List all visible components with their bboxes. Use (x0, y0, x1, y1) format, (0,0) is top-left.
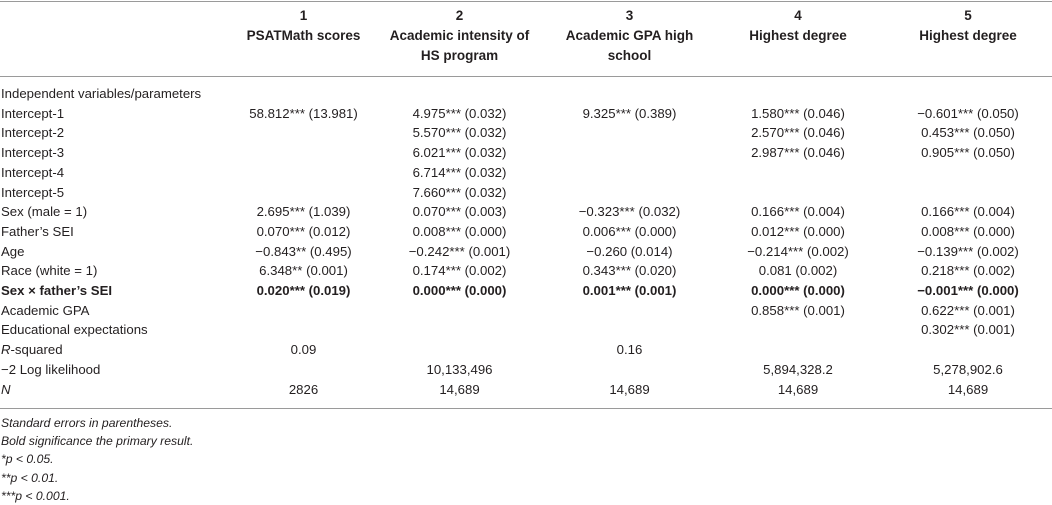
table-row (0, 163, 1052, 183)
table-cell: 2.570*** (0.046) (751, 125, 845, 141)
row-label: Academic GPA (1, 302, 90, 318)
table-row (0, 261, 1052, 281)
column-number: 2 (455, 8, 464, 23)
table-cell: 0.000*** (0.000) (751, 283, 845, 299)
table-cell (712, 320, 884, 340)
table-cell: 14,689 (439, 381, 480, 397)
table-cell: 4.975*** (0.032) (412, 105, 507, 121)
table-cell: 9.325*** (0.389) (582, 105, 677, 121)
column-header (884, 0, 1052, 76)
table-cell: 0.081 (0.002) (758, 263, 838, 279)
table-row (0, 320, 1052, 340)
column-header (547, 0, 712, 76)
note-line: *p < 0.05. (1, 452, 54, 467)
table-row (0, 104, 1052, 124)
table-cell (235, 360, 372, 380)
table-row (0, 301, 1052, 321)
table-cell: 5,278,902.6 (933, 361, 1003, 377)
table-cell (235, 183, 372, 203)
table-cell: 5.570*** (0.032) (412, 125, 507, 141)
table-cell: 0.006*** (0.000) (582, 223, 677, 239)
table-cell: 14,689 (609, 381, 650, 397)
table-cell: −0.001*** (0.000) (917, 283, 1019, 299)
table-cell: 0.166*** (0.004) (921, 204, 1015, 220)
table-cell (712, 183, 884, 203)
note-line: Bold significance the primary result. (1, 434, 194, 449)
table-row (0, 222, 1052, 242)
table-cell: 0.858*** (0.001) (751, 302, 845, 318)
table-cell (547, 143, 712, 163)
table-cell (712, 163, 884, 183)
table-cell: 0.000*** (0.000) (412, 283, 507, 299)
row-label: Father’s SEI (1, 223, 74, 239)
table-cell: 0.012*** (0.000) (751, 223, 845, 239)
row-label: Intercept-5 (1, 184, 65, 200)
table-cell: 0.622*** (0.001) (921, 302, 1015, 318)
table-row (0, 380, 1052, 400)
table-header (0, 0, 1052, 76)
table-cell: 0.020*** (0.019) (256, 283, 351, 299)
table-cell: 5,894,328.2 (763, 361, 833, 377)
column-number: 4 (794, 8, 802, 23)
table-cell (712, 340, 884, 360)
table-cell (547, 163, 712, 183)
table-cell: −0.214*** (0.002) (747, 243, 849, 259)
table-cell (235, 123, 372, 143)
table-cell (884, 183, 1052, 203)
table-row (0, 360, 1052, 380)
column-header (712, 0, 884, 76)
table-cell: 14,689 (777, 381, 819, 397)
row-label: Race (white = 1) (1, 263, 98, 279)
column-title: Academic GPA high school (565, 28, 694, 63)
column-header (372, 0, 547, 76)
table-cell: 0.070*** (0.003) (412, 204, 507, 220)
column-title: PSATMath scores (246, 28, 361, 43)
table-cell (235, 163, 372, 183)
table-cell: −0.139*** (0.002) (917, 243, 1019, 259)
table-row (0, 143, 1052, 163)
table-cell (547, 123, 712, 143)
table-row (0, 340, 1052, 360)
table-cell: −0.843** (0.495) (255, 243, 352, 259)
note-line: Standard errors in parentheses. (1, 416, 173, 430)
table-cell: 0.09 (290, 342, 317, 358)
table-cell: −0.323*** (0.032) (578, 204, 681, 220)
table-cell: −0.260 (0.014) (586, 243, 673, 259)
header-stub (0, 0, 235, 76)
table-cell (372, 301, 547, 321)
table-cell: 0.218*** (0.002) (921, 263, 1015, 279)
table-cell: 2826 (288, 381, 319, 397)
table-cell: 0.302*** (0.001) (921, 322, 1015, 338)
row-label: Intercept-2 (1, 125, 65, 141)
table-cell (235, 301, 372, 321)
table-cell (235, 143, 372, 163)
table-body (0, 76, 1052, 399)
table-cell: 0.166*** (0.004) (751, 204, 845, 220)
row-label: Intercept-1 (1, 105, 65, 121)
column-number: 1 (299, 8, 308, 23)
column-title: Highest degree (749, 28, 847, 43)
table-cell: 10,133,496 (426, 361, 493, 377)
table-row (0, 281, 1052, 301)
row-label: Sex (male = 1) (1, 204, 88, 220)
table-cell: −0.601*** (0.050) (917, 105, 1019, 121)
table-cell: 0.174*** (0.002) (412, 263, 507, 279)
column-title: Highest degree (919, 28, 1017, 43)
table-cell (372, 320, 547, 340)
table-cell: 2.695*** (1.039) (256, 204, 351, 220)
table-cell (884, 340, 1052, 360)
section-label: Independent variables/parameters (1, 86, 202, 101)
table-cell (547, 320, 712, 340)
table-row (0, 202, 1052, 222)
row-label: R-squared (1, 342, 63, 358)
table-cell (372, 340, 547, 360)
table-cell: 0.070*** (0.012) (256, 223, 351, 239)
column-title: Academic intensity of HS program (389, 28, 530, 63)
table-cell (547, 301, 712, 321)
table-row (0, 242, 1052, 262)
table-cell: 6.714*** (0.032) (412, 164, 507, 180)
row-label: Educational expectations (1, 322, 148, 338)
table-cell: −0.242*** (0.001) (408, 243, 511, 259)
row-label: Intercept-4 (1, 164, 65, 180)
table-cell: 6.021*** (0.032) (412, 145, 507, 161)
table-cell: 0.008*** (0.000) (921, 223, 1015, 239)
table-cell: 0.343*** (0.020) (582, 263, 677, 279)
row-label: Age (1, 243, 25, 259)
row-label: −2 Log likelihood (1, 361, 101, 377)
table-cell (547, 360, 712, 380)
table-cell (235, 320, 372, 340)
note-line: ***p < 0.001. (1, 488, 70, 503)
table-row (0, 183, 1052, 203)
table-cell (547, 183, 712, 203)
row-label: Intercept-3 (1, 145, 65, 161)
column-number: 3 (625, 8, 634, 23)
table-cell: 2.987*** (0.046) (751, 145, 845, 161)
table-notes (1, 414, 193, 505)
table-cell: 7.660*** (0.032) (412, 184, 507, 200)
column-number: 5 (964, 8, 972, 23)
table-cell: 0.453*** (0.050) (921, 125, 1015, 141)
table-cell: 0.001*** (0.001) (582, 283, 677, 299)
table-cell: 14,689 (947, 381, 989, 397)
row-label: Sex × father’s SEI (1, 283, 113, 299)
column-header (235, 0, 372, 76)
table-cell: 6.348** (0.001) (259, 263, 348, 279)
note-line: **p < 0.01. (1, 470, 59, 485)
table-cell: 1.580*** (0.046) (751, 105, 845, 121)
table-cell: 0.16 (616, 342, 643, 358)
table-cell: 0.008*** (0.000) (412, 223, 507, 239)
row-label: N (1, 381, 11, 397)
table-cell (884, 163, 1052, 183)
section-row (0, 76, 1052, 104)
table-cell: 58.812*** (13.981) (249, 105, 358, 121)
table-row (0, 123, 1052, 143)
bottom-rule (0, 408, 1052, 409)
table-cell: 0.905*** (0.050) (921, 145, 1015, 161)
